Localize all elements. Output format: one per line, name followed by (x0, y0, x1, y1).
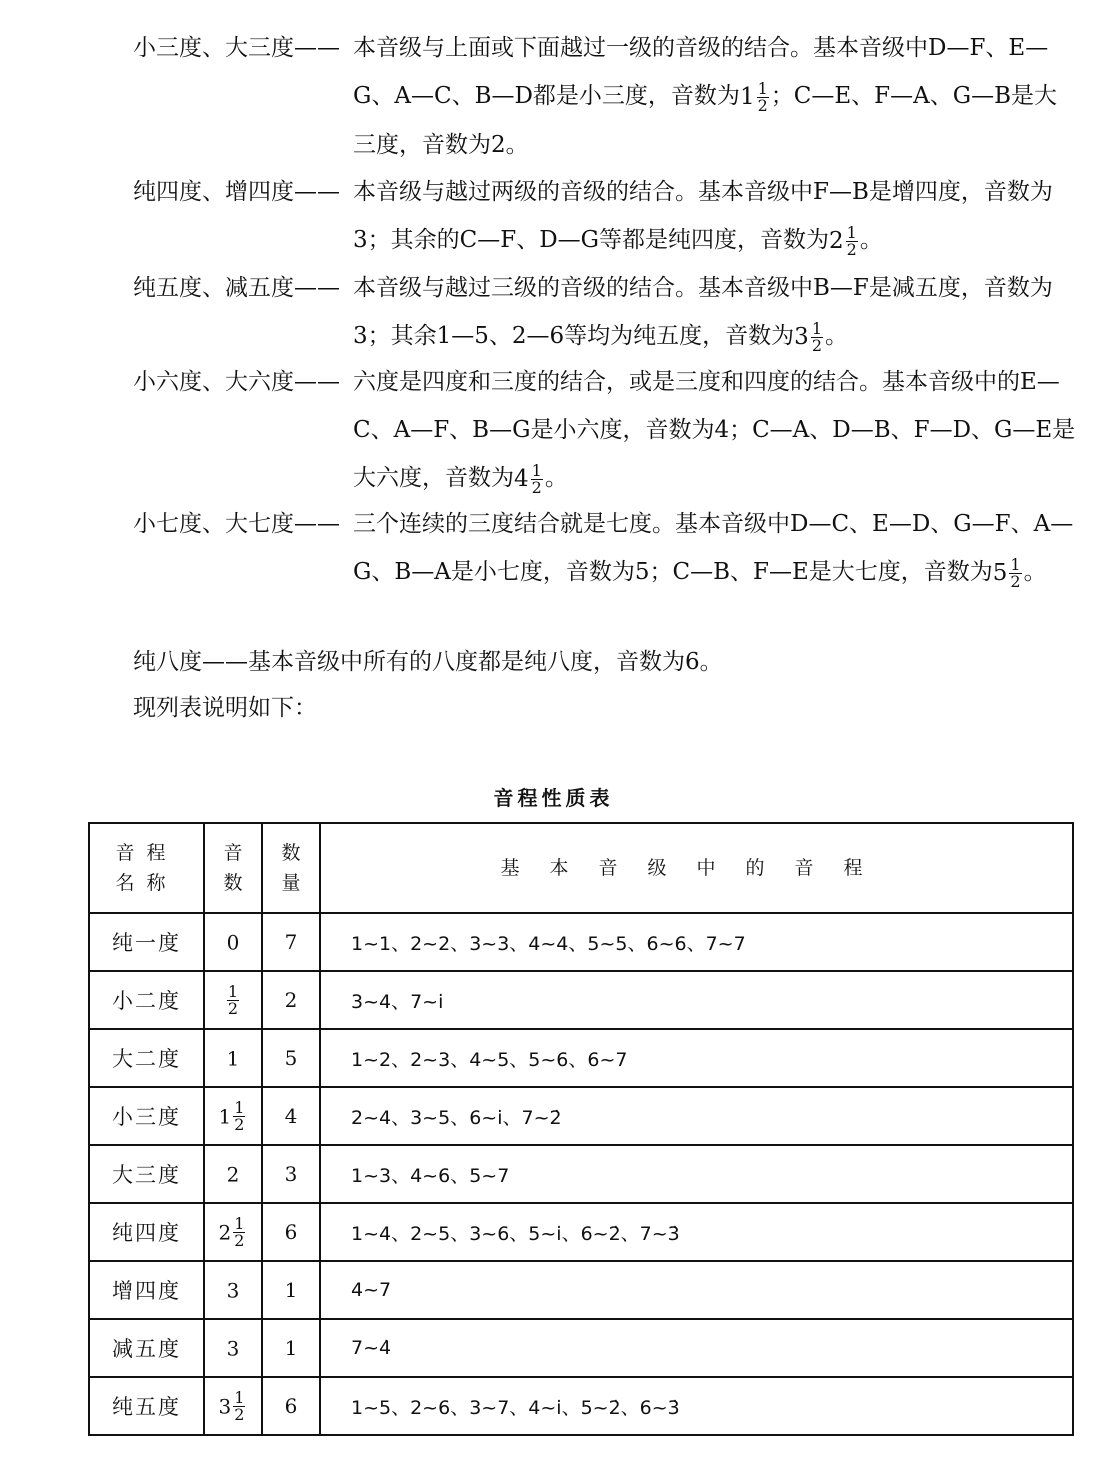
semitone-number: 1 $\frac{1}{2}$ (204, 1087, 262, 1145)
fraction: $\frac{1}{2}$ (1010, 554, 1021, 591)
interval-list: 4~7 (320, 1261, 1073, 1319)
interval-list: 7~4̇ (320, 1319, 1073, 1377)
interval-count: 2 (262, 971, 320, 1029)
table-title: 音程性质表 (493, 786, 614, 810)
table-row (89, 913, 1073, 971)
header-interval-name: 音程 名称 (89, 823, 204, 913)
interval-list: 2~4、3~5、6~i̇、7~2̇ (320, 1087, 1073, 1145)
para-term: 纯五度、减五度—— (133, 275, 340, 301)
interval-count: 6 (262, 1377, 320, 1435)
para-fourths (133, 168, 1078, 265)
semitone-number (204, 971, 262, 1029)
fraction: $\frac{1}{2}$ (531, 460, 542, 497)
header-semitone-number: 音 数 (204, 823, 262, 913)
para-body: 本音级与上面或下面越过一级的音级的结合。基本音级中D—F、E—G、A—C、B—D都是小三度，音数为1 $\frac{1}{2}$ ；C—E、F—A、G—B是大三度，音数为2。 (353, 35, 1057, 158)
interval-count: 6 (262, 1203, 320, 1261)
interval-name: 纯五度 (89, 1377, 204, 1435)
para-fifths (133, 264, 1078, 361)
header-count: 数 量 (262, 823, 320, 913)
interval-count: 5 (262, 1029, 320, 1087)
para-body: 本音级与越过两级的音级的结合。基本音级中F—B是增四度，音数为3；其余的C—F、D—G等都是纯四度，音数为2 $\frac{1}{2}$ 。 (353, 179, 1053, 259)
interval-list: 1~2、2~3、4~5、5~6、6~7 (320, 1029, 1073, 1087)
fraction: $\frac{1}{2}$ (234, 1097, 245, 1134)
para-term: 小六度、大六度—— (133, 369, 340, 395)
fraction: $\frac{1}{2}$ (227, 981, 239, 1018)
para-term: 小三度、大三度—— (133, 35, 340, 61)
table-row (89, 1203, 1073, 1261)
octave-line: 纯八度——基本音级中所有的八度都是纯八度，音数为6。 (133, 649, 723, 675)
interval-table (88, 822, 1074, 1436)
para-sixths (133, 358, 1078, 503)
table-row (89, 1029, 1073, 1087)
semitone-number: 2 (204, 1145, 262, 1203)
table-row (89, 1261, 1073, 1319)
interval-list: 1~5、2~6、3~7、4~i̇、5~2̇、6~3̇ (320, 1377, 1073, 1435)
para-thirds (133, 24, 1078, 169)
table-row (89, 1087, 1073, 1145)
header-intervals: 基本音级中的音程 (320, 823, 1073, 913)
table-row (89, 1145, 1073, 1203)
interval-name: 增四度 (89, 1261, 204, 1319)
interval-count: 1 (262, 1261, 320, 1319)
fraction: $\frac{1}{2}$ (234, 1387, 245, 1424)
fraction: $\frac{1}{2}$ (846, 222, 857, 259)
interval-list: 1~3、4~6、5~7 (320, 1145, 1073, 1203)
fraction: $\frac{1}{2}$ (234, 1213, 245, 1250)
semitone-number: 2 $\frac{1}{2}$ (204, 1203, 262, 1261)
semitone-number: 3 (204, 1319, 262, 1377)
intro-line: 现列表说明如下： (133, 695, 317, 721)
fraction: $\frac{1}{2}$ (757, 78, 768, 115)
interval-name: 大三度 (89, 1145, 204, 1203)
interval-list: 1~4、2~5、3~6、5~i̇、6~2̇、7~3̇ (320, 1203, 1073, 1261)
table-body (89, 913, 1073, 1435)
interval-list: 1~1、2~2、3~3、4~4、5~5、6~6、7~7 (320, 913, 1073, 971)
interval-name: 大二度 (89, 1029, 204, 1087)
semitone-number: 0 (204, 913, 262, 971)
para-body: 三个连续的三度结合就是七度。基本音级中D—C、E—D、G—F、A—G、B—A是小七度，音数为5；C—B、F—E是大七度，音数为5 $\frac{1}{2}$ 。 (353, 511, 1074, 591)
interval-name: 小三度 (89, 1087, 204, 1145)
para-sevenths (133, 500, 1078, 597)
interval-list: 3~4、7~i̇ (320, 971, 1073, 1029)
fraction: $\frac{1}{2}$ (811, 318, 822, 355)
interval-count: 4 (262, 1087, 320, 1145)
table-row (89, 1377, 1073, 1435)
interval-count: 3 (262, 1145, 320, 1203)
para-body: 六度是四度和三度的结合，或是三度和四度的结合。基本音级中的E—C、A—F、B—G是小六度，音数为4；C—A、D—B、F—D、G—E是大六度，音数为4 $\frac{1}{2}$ 。 (353, 369, 1076, 497)
interval-name: 纯四度 (89, 1203, 204, 1261)
semitone-number: 3 $\frac{1}{2}$ (204, 1377, 262, 1435)
semitone-number: 1 (204, 1029, 262, 1087)
interval-count: 1 (262, 1319, 320, 1377)
semitone-number: 3 (204, 1261, 262, 1319)
table-row (89, 1319, 1073, 1377)
para-term: 小七度、大七度—— (133, 511, 340, 537)
interval-name: 减五度 (89, 1319, 204, 1377)
interval-name: 纯一度 (89, 913, 204, 971)
interval-name: 小二度 (89, 971, 204, 1029)
table-row (89, 971, 1073, 1029)
para-term: 纯四度、增四度—— (133, 179, 340, 205)
interval-count: 7 (262, 913, 320, 971)
para-body: 本音级与越过三级的音级的结合。基本音级中B—F是减五度，音数为3；其余1—5、2—6等均为纯五度，音数为3 $\frac{1}{2}$ 。 (353, 275, 1053, 355)
table-header-row (89, 823, 1073, 913)
